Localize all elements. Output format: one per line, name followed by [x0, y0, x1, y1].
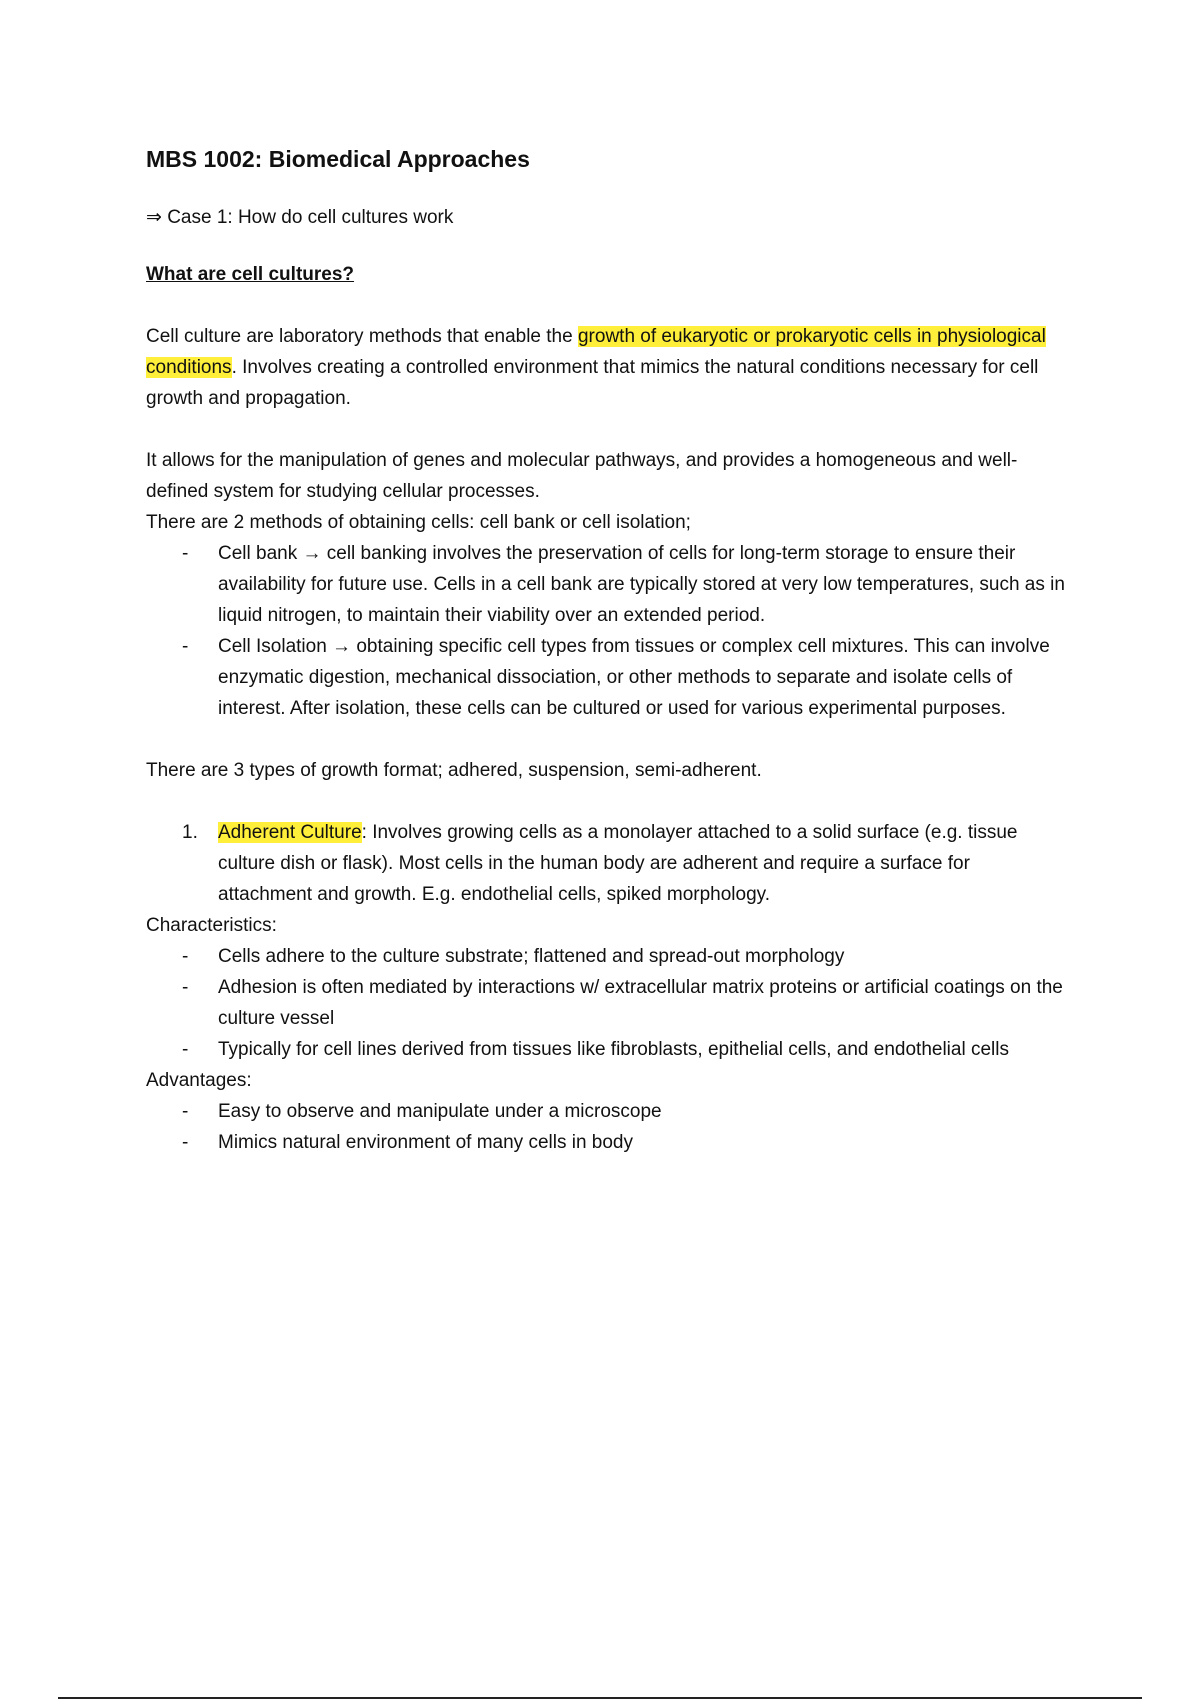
document-page: [146, 144, 1066, 1158]
methods-intro: There are 2 methods of obtaining cells: cell bank or cell isolation;: [146, 512, 691, 533]
dash-bullet: -: [182, 636, 189, 657]
adherent-text: : Involves growing cells as a monolayer attached to a solid surface (e.g. tissue culture dish or flask). Most cells in the human body are adherent and require a surface for attachment and growth. E.g. endothelial cells, spiked morphology.: [218, 822, 1018, 905]
advantages-list: [146, 1096, 1066, 1158]
dash-bullet: -: [182, 977, 189, 998]
list-number: 1.: [182, 822, 198, 843]
list-item: - Cells adhere to the culture substrate; flattened and spread-out morphology: [146, 941, 1066, 972]
intro-highlight: growth of eukaryotic or prokaryotic cells in physiological conditions: [146, 326, 1046, 378]
intro-pre: Cell culture are laboratory methods that enable the: [146, 326, 578, 347]
dash-bullet: -: [182, 1101, 189, 1122]
double-arrow-icon: ⇒: [146, 207, 162, 228]
case-label: Case 1: How do cell cultures work: [167, 207, 454, 228]
list-item: - Easy to observe and manipulate under a microscope: [146, 1096, 1066, 1127]
manipulation-paragraph: It allows for the manipulation of genes and molecular pathways, and provides a homogeneous and well-defined system for studying cellular processes.: [146, 450, 1018, 502]
dash-bullet: -: [182, 1132, 189, 1153]
page-bottom-rule: [58, 1697, 1142, 1699]
list-item: - Cell Isolation → obtaining specific cell types from tissues or complex cell mixtures. This can involve enzymatic digestion, mechanical dissociation, or other methods to separate and isolate cells of interest. After isolation, these cells can be cultured or used for various experimental purposes.: [146, 631, 1066, 724]
characteristics-label: Characteristics:: [146, 915, 277, 936]
list-item: - Adhesion is often mediated by interactions w/ extracellular matrix proteins or artificial coatings on the culture vessel: [146, 972, 1066, 1034]
list-item: - Cell bank → cell banking involves the preservation of cells for long-term storage to ensure their availability for future use. Cells in a cell bank are typically stored at very low temperatures, such as in liquid nitrogen, to maintain their viability over an extended period.: [146, 538, 1066, 631]
methods-list: [146, 538, 1066, 724]
dash-bullet: -: [182, 1039, 189, 1060]
section-heading: What are cell cultures?: [146, 264, 355, 285]
dash-bullet: -: [182, 543, 189, 564]
dash-bullet: -: [182, 946, 189, 967]
growth-intro: There are 3 types of growth format; adhered, suspension, semi-adherent.: [146, 760, 762, 781]
characteristics-list: [146, 941, 1066, 1065]
case-line: [146, 202, 1066, 233]
advantages-label: Advantages:: [146, 1070, 252, 1091]
document-title: MBS 1002: Biomedical Approaches: [146, 146, 530, 172]
intro-paragraph: [146, 321, 1066, 414]
list-item: - Typically for cell lines derived from tissues like fibroblasts, epithelial cells, and endothelial cells: [146, 1034, 1066, 1065]
list-item: - Mimics natural environment of many cells in body: [146, 1127, 1066, 1158]
intro-post: . Involves creating a controlled environment that mimics the natural conditions necessary for cell growth and propagation.: [146, 357, 1039, 409]
list-item: [146, 817, 1066, 910]
growth-format-list: [146, 817, 1066, 910]
adherent-highlight: Adherent Culture: [218, 822, 362, 843]
